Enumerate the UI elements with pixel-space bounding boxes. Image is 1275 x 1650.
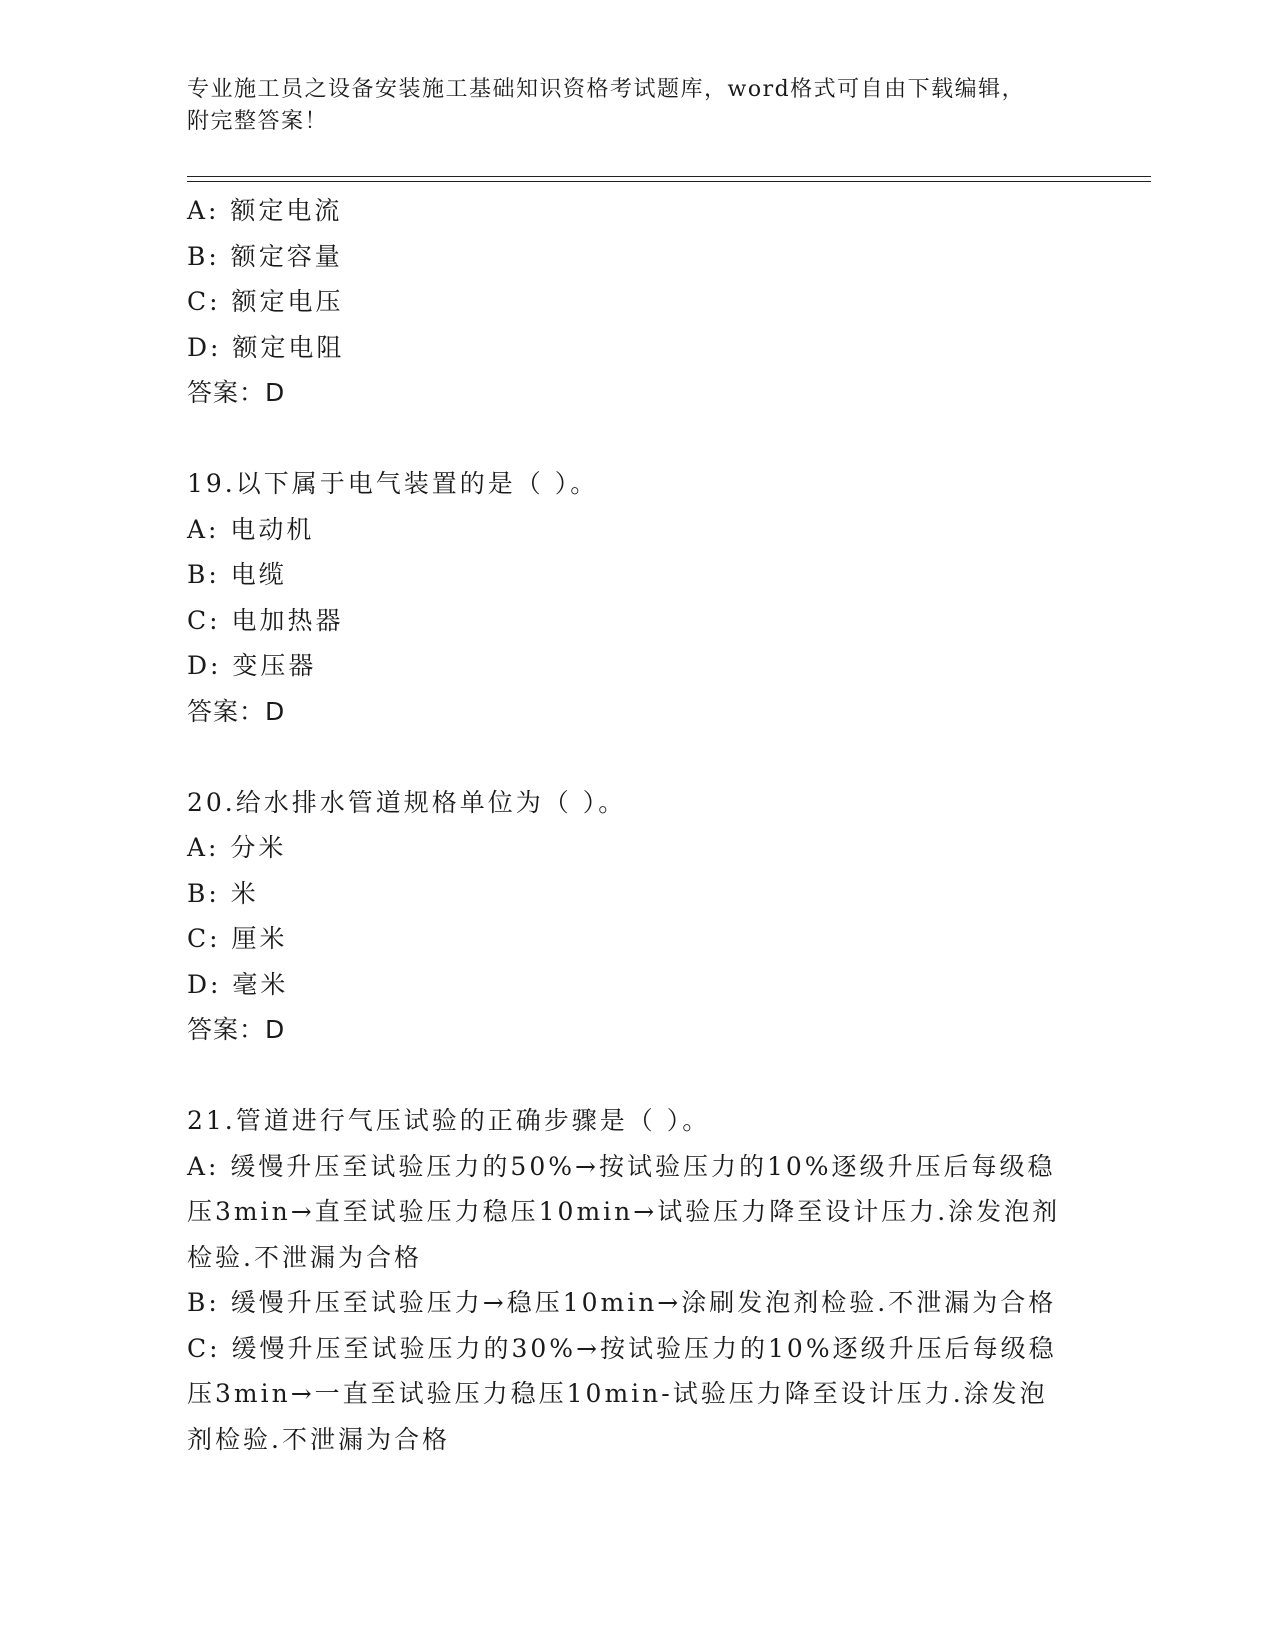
answer: 答案：D bbox=[187, 1015, 286, 1044]
option-c: C: 厘米 bbox=[187, 924, 288, 953]
option-d: D: 毫米 bbox=[187, 969, 289, 999]
question-21 bbox=[187, 1098, 1087, 1462]
document-header bbox=[187, 74, 1087, 138]
option-c: C: 额定电压 bbox=[187, 287, 344, 316]
option-a-line-2: 压3min→直至试验压力稳压10min→试验压力降至设计压力.涂发泡剂 bbox=[187, 1197, 1061, 1226]
question-text: 19.以下属于电气装置的是（ ）。 bbox=[187, 469, 599, 498]
option-d: D: 额定电阻 bbox=[187, 332, 345, 362]
spacer bbox=[187, 1053, 1087, 1099]
question-19 bbox=[187, 461, 1087, 734]
answer: 答案：D bbox=[187, 696, 286, 726]
header-line-1: 专业施工员之设备安装施工基础知识资格考试题库，word格式可自由下载编辑， bbox=[187, 77, 1026, 102]
question-text: 20.给水排水管道规格单位为（ ）。 bbox=[187, 787, 627, 817]
question-20 bbox=[187, 780, 1087, 1053]
option-c: C: 电加热器 bbox=[187, 605, 344, 635]
spacer bbox=[187, 416, 1087, 462]
option-c-line-1: C: 缓慢升压至试验压力的30%→按试验压力的10%逐级升压后每级稳 bbox=[187, 1333, 1057, 1363]
question-text: 21.管道进行气压试验的正确步骤是（ ）。 bbox=[187, 1106, 711, 1135]
option-b: B: 米 bbox=[187, 878, 259, 908]
question-list bbox=[187, 188, 1087, 1462]
header-rule-top bbox=[187, 176, 1151, 177]
header-rule-bottom bbox=[187, 181, 1151, 182]
answer: 答案：D bbox=[187, 378, 286, 407]
option-c-line-3: 剂检验.不泄漏为合格 bbox=[187, 1424, 450, 1454]
option-a: A: 电动机 bbox=[187, 514, 315, 544]
option-c-line-2: 压3min→一直至试验压力稳压10min-试验压力降至设计压力.涂发泡 bbox=[187, 1379, 1048, 1408]
spacer bbox=[187, 734, 1087, 780]
option-a: A: 分米 bbox=[187, 833, 287, 862]
question-18 bbox=[187, 188, 1087, 416]
option-b: B: 缓慢升压至试验压力→稳压10min→涂刷发泡剂检验.不泄漏为合格 bbox=[187, 1288, 1057, 1317]
option-d: D: 变压器 bbox=[187, 651, 317, 680]
option-b: B: 电缆 bbox=[187, 560, 287, 589]
option-b: B: 额定容量 bbox=[187, 241, 343, 271]
option-a-line-3: 检验.不泄漏为合格 bbox=[187, 1242, 422, 1272]
header-line-2: 附完整答案！ bbox=[187, 109, 329, 134]
option-a: A: 额定电流 bbox=[187, 196, 343, 225]
option-a-line-1: A: 缓慢升压至试验压力的50%→按试验压力的10%逐级升压后每级稳 bbox=[187, 1151, 1056, 1181]
